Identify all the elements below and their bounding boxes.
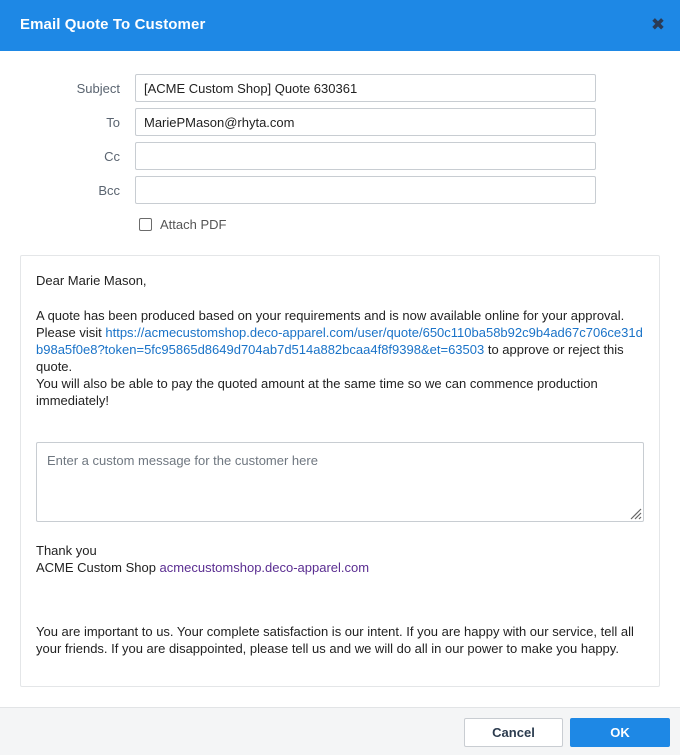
quote-intro-text: A quote has been produced based on your requirements and is now available online for your approval. Please visit [36,308,625,340]
checkbox-icon[interactable] [139,218,152,231]
dialog-footer [0,707,680,755]
subject-label: Subject [76,81,120,96]
email-signoff [36,542,646,576]
thanks-text: Thank you [36,543,97,558]
custom-message-textarea[interactable] [36,442,644,522]
dialog-header [0,0,680,51]
email-paragraph-quote [36,307,644,375]
cc-input[interactable] [135,142,596,170]
to-input[interactable] [135,108,596,136]
cc-label: Cc [104,149,120,164]
attach-pdf-label: Attach PDF [160,216,227,232]
cc-row [0,142,680,170]
dialog-title: Email Quote To Customer [20,16,206,33]
email-greeting: Dear Marie Mason, [36,273,147,288]
shop-link[interactable]: acmecustomshop.deco-apparel.com [159,560,370,575]
bcc-input[interactable] [135,176,596,204]
to-row [0,108,680,136]
shop-signature [36,559,646,576]
attach-pdf-checkbox[interactable] [139,215,226,233]
to-label: To [106,115,120,130]
email-paragraph-pay: You will also be able to pay the quoted amount at the same time so we can commence production immediately! [36,376,598,408]
cancel-button[interactable]: Cancel [464,718,563,747]
email-body-panel [20,255,660,687]
close-icon[interactable]: ✖ [650,15,666,34]
email-closing: You are important to us. Your complete satisfaction is our intent. If you are happy with our service, tell all your friends. If you are disappointed, please tell us and we will do all in our power to make you happy. [36,624,634,656]
quote-after-text: to approve or reject this quote. [36,342,624,374]
shop-name: ACME Custom Shop [36,560,160,575]
subject-input[interactable] [135,74,596,102]
quote-link[interactable]: https://acmecustomshop.deco-apparel.com/user/quote/650c110ba58b92c9b4ad67c706ce31db98a5f0e8?token=5fc95865d8649d704ab7d514a882bcaa4f8f9398&et=63503 [36,325,643,357]
ok-button[interactable]: OK [570,718,670,747]
subject-row [0,74,680,102]
bcc-row [0,176,680,204]
bcc-label: Bcc [98,183,120,198]
resize-grip-icon[interactable] [628,506,642,520]
